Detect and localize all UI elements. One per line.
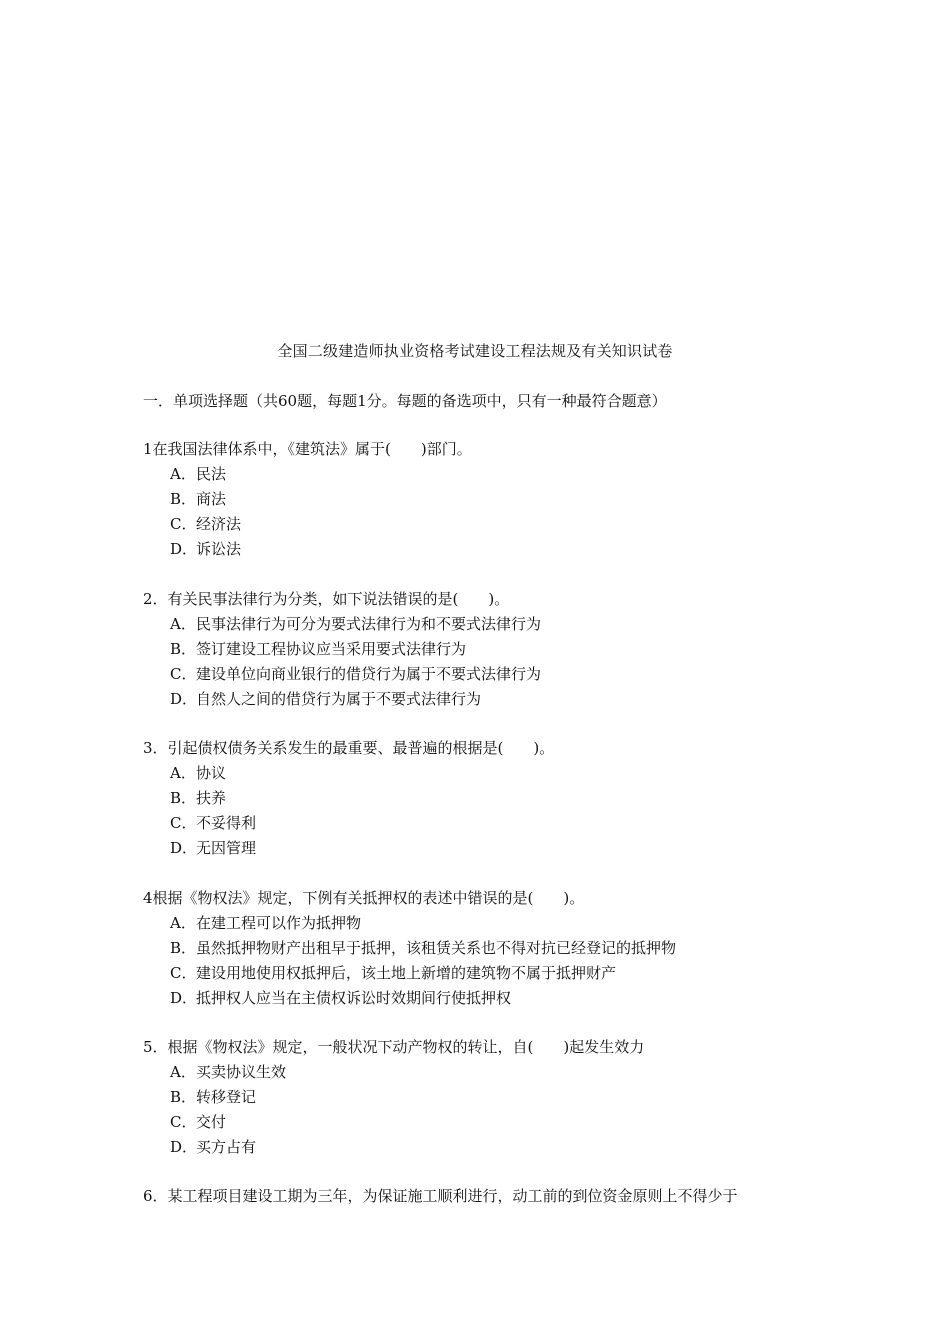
page-title: 全国二级建造师执业资格考试建设工程法规及有关知识试卷 (277, 342, 673, 360)
option-text: 交付 (196, 1113, 227, 1131)
option-text: 经济法 (196, 515, 242, 533)
question-6 (143, 1184, 843, 1209)
option-a (143, 761, 843, 786)
question-stem: 3．引起债权债务关系发生的最重要、最普遍的根据是( )。 (143, 739, 555, 757)
question-4 (143, 886, 843, 1011)
option-letter: B． (170, 789, 197, 807)
section-heading: 一．单项选择题（共60题，每题1分。每题的备选项中，只有一种最符合题意） (143, 392, 667, 410)
option-letter: B． (170, 490, 197, 508)
option-letter: A． (170, 914, 196, 932)
question-5 (143, 1035, 843, 1160)
option-a (143, 911, 843, 936)
option-letter: D． (170, 540, 198, 558)
option-letter: D． (170, 1138, 198, 1156)
option-b (143, 487, 843, 512)
option-b (143, 786, 843, 811)
option-d (143, 986, 843, 1011)
option-letter: B． (170, 640, 197, 658)
option-letter: B． (170, 1088, 197, 1106)
question-3 (143, 736, 843, 861)
option-text: 建设用地使用权抵押后，该土地上新增的建筑物不属于抵押财产 (196, 964, 617, 982)
option-text: 转移登记 (196, 1088, 257, 1106)
option-text: 诉讼法 (196, 540, 242, 558)
option-c (143, 811, 843, 836)
option-c (143, 662, 843, 687)
option-d (143, 537, 843, 562)
option-letter: C． (170, 515, 197, 533)
question-1 (143, 437, 843, 562)
question-stem: 1在我国法律体系中，《建筑法》属于( )部门。 (143, 440, 472, 458)
option-text: 买方占有 (196, 1138, 257, 1156)
question-stem: 6．某工程项目建设工期为三年，为保证施工顺利进行，动工前的到位资金原则上不得少于 (143, 1187, 738, 1205)
option-d (143, 836, 843, 861)
option-text: 抵押权人应当在主债权诉讼时效期间行使抵押权 (196, 989, 512, 1007)
question-2 (143, 587, 843, 712)
option-letter: D． (170, 989, 198, 1007)
option-text: 扶养 (196, 789, 227, 807)
option-letter: A． (170, 615, 196, 633)
option-letter: C． (170, 665, 197, 683)
option-b (143, 936, 843, 961)
option-a (143, 612, 843, 637)
option-text: 民事法律行为可分为要式法律行为和不要式法律行为 (196, 615, 542, 633)
option-c (143, 1110, 843, 1135)
question-stem: 2．有关民事法律行为分类，如下说法错误的是( )。 (143, 590, 510, 608)
option-text: 不妥得利 (196, 814, 257, 832)
option-text: 民法 (196, 465, 227, 483)
option-b (143, 637, 843, 662)
option-text: 商法 (196, 490, 227, 508)
option-text: 虽然抵押物财产出租早于抵押，该租赁关系也不得对抗已经登记的抵押物 (196, 939, 677, 957)
option-c (143, 512, 843, 537)
option-text: 签订建设工程协议应当采用要式法律行为 (196, 640, 467, 658)
option-text: 自然人之间的借贷行为属于不要式法律行为 (196, 690, 482, 708)
option-letter: A． (170, 465, 196, 483)
option-text: 在建工程可以作为抵押物 (196, 914, 362, 932)
option-letter: A． (170, 1063, 196, 1081)
option-letter: C． (170, 814, 197, 832)
option-c (143, 961, 843, 986)
option-text: 建设单位向商业银行的借贷行为属于不要式法律行为 (196, 665, 542, 683)
question-stem: 4根据《物权法》规定，下例有关抵押权的表述中错误的是( )。 (143, 889, 585, 907)
option-text: 无因管理 (196, 839, 257, 857)
option-letter: D． (170, 839, 198, 857)
option-d (143, 1135, 843, 1160)
option-letter: C． (170, 1113, 197, 1131)
option-text: 买卖协议生效 (196, 1063, 287, 1081)
option-letter: D． (170, 690, 198, 708)
option-letter: B． (170, 939, 197, 957)
option-d (143, 687, 843, 712)
option-letter: A． (170, 764, 196, 782)
question-stem: 5．根据《物权法》规定，一般状况下动产物权的转让，自( )起发生效力 (143, 1038, 645, 1056)
option-a (143, 462, 843, 487)
option-b (143, 1085, 843, 1110)
option-text: 协议 (196, 764, 227, 782)
option-letter: C． (170, 964, 197, 982)
option-a (143, 1060, 843, 1085)
